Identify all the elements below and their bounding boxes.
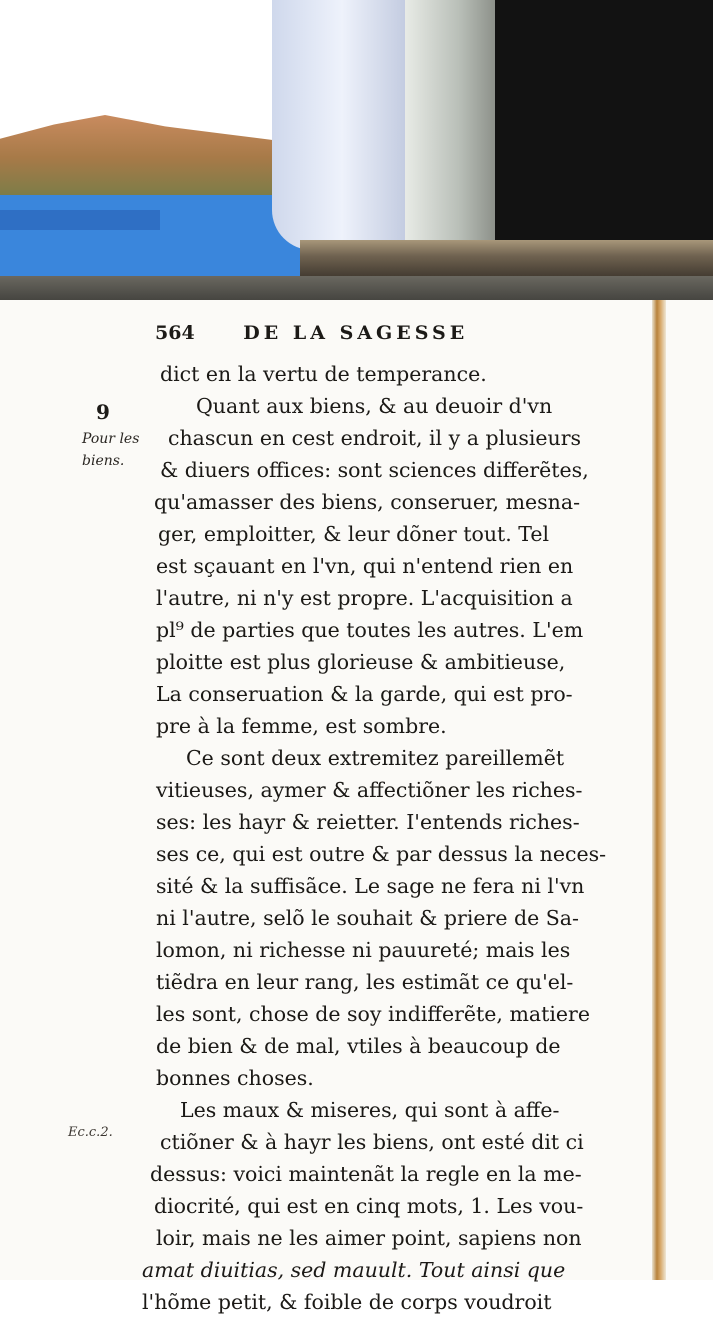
text-line: de bien & de mal, vtiles à beaucoup de xyxy=(156,1034,561,1058)
text-line: ses ce, qui est outre & par dessus la neces- xyxy=(156,842,607,866)
page-header xyxy=(155,322,595,352)
text-line: Quant aux biens, & au deuoir d'vn xyxy=(196,394,553,418)
text-line: ploitte est plus glorieuse & ambitieuse, xyxy=(156,650,566,674)
margin-reference: Ec.c.2. xyxy=(68,1125,113,1140)
text-line: les sont, chose de soy indifferẽte, matiere xyxy=(156,1002,590,1026)
running-title: DE LA SAGESSE xyxy=(243,322,469,344)
section-number: 9 xyxy=(96,400,110,424)
page-gutter xyxy=(652,300,666,1280)
text-line: pre à la femme, est sombre. xyxy=(156,714,447,738)
window-sill xyxy=(300,240,713,280)
text-line: tiẽdra en leur rang, les estimãt ce qu'el- xyxy=(156,970,574,994)
text-line: lomon, ni richesse ni pauureté; mais les xyxy=(156,938,571,962)
text-line: La conseruation & la garde, qui est pro- xyxy=(156,682,573,706)
text-line: dict en la vertu de temperance. xyxy=(160,362,487,386)
text-line: chascun en cest endroit, il y a plusieurs xyxy=(168,426,582,450)
text-line: amat diuitias, sed mauult. Tout ainsi que xyxy=(142,1258,566,1282)
text-line: bonnes choses. xyxy=(156,1066,314,1090)
text-line: diocrité, qui est en cinq mots, 1. Les vou- xyxy=(154,1194,584,1218)
text-line: qu'amasser des biens, conseruer, mesna- xyxy=(154,490,581,514)
text-line: est sçauant en l'vn, qui n'entend rien en xyxy=(156,554,574,578)
water-region xyxy=(0,195,315,277)
text-line: Ce sont deux extremitez pareillemẽt xyxy=(186,746,565,770)
text-line: l'autre, ni n'y est propre. L'acquisition a xyxy=(156,586,573,610)
sky-region xyxy=(0,0,300,140)
text-line: loir, mais ne les aimer point, sapiens non xyxy=(156,1226,582,1250)
text-line: dessus: voici maintenãt la regle en la me- xyxy=(150,1162,582,1186)
text-line: ger, emploitter, & leur dõner tout. Tel xyxy=(158,522,550,546)
text-line: vitieuses, aymer & affectiõner les riches- xyxy=(156,778,583,802)
text-line: l'hõme petit, & foible de corps voudroit xyxy=(142,1290,552,1314)
text-line: sité & la suffisãce. Le sage ne fera ni l'vn xyxy=(156,874,585,898)
margin-note-line: Pour les xyxy=(82,431,140,447)
text-line: & diuers offices: sont sciences differẽtes, xyxy=(160,458,589,482)
text-line: ses: les hayr & reietter. I'entends riches- xyxy=(156,810,580,834)
text-line: pl⁹ de parties que toutes les autres. L'em xyxy=(156,618,584,642)
dark-window xyxy=(495,0,713,260)
text-line: Les maux & miseres, qui sont à affe- xyxy=(180,1098,560,1122)
background-photo xyxy=(0,0,713,310)
window-frame xyxy=(405,0,495,250)
white-jug xyxy=(272,0,412,250)
page-number: 564 xyxy=(155,322,195,344)
text-line: ni l'autre, selõ le souhait & priere de Sa- xyxy=(156,906,579,930)
water-shadow xyxy=(0,210,160,230)
page-edge xyxy=(666,300,713,1280)
margin-note-line: biens. xyxy=(82,453,125,469)
text-line: ctiõner & à hayr les biens, ont esté dit ci xyxy=(160,1130,584,1154)
margin-note xyxy=(82,428,162,472)
